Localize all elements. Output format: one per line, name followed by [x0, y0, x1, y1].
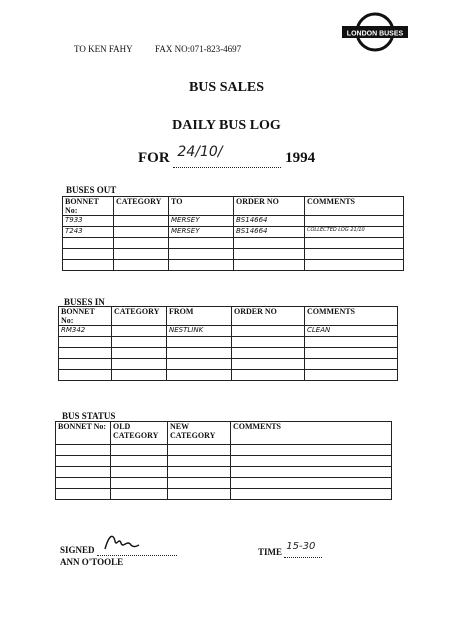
table-row [63, 249, 404, 260]
date-year: 1994 [285, 150, 316, 166]
table-cell [114, 216, 169, 227]
date-handwritten: 24/10/ [177, 144, 223, 160]
table-row [59, 359, 398, 370]
table-row [56, 456, 392, 467]
bus-status-table [55, 421, 392, 500]
table-cell: NESTLINK [167, 326, 232, 337]
signed-text: SIGNED [60, 545, 95, 555]
table-row [59, 337, 398, 348]
table-row [63, 227, 404, 238]
table-cell [305, 216, 404, 227]
table-row [56, 467, 392, 478]
table-cell [112, 326, 167, 337]
london-buses-logo [340, 10, 410, 60]
buses-out-label: BUSES OUT [66, 185, 117, 195]
table-row [56, 489, 392, 500]
col-header: CATEGORY [114, 197, 169, 216]
table-cell: RM342 [59, 326, 112, 337]
buses-in-table [58, 306, 398, 381]
col-header: BONNET No: [59, 307, 112, 326]
date-line [138, 144, 316, 168]
table-row [63, 216, 404, 227]
col-header: COMMENTS [231, 422, 392, 445]
signed-label [60, 545, 177, 556]
buses-out-table [62, 196, 404, 271]
bus-status-label: BUS STATUS [62, 411, 116, 421]
table-cell: MERSEY [169, 216, 234, 227]
table-cell: MERSEY [169, 227, 234, 238]
table-header-row [59, 307, 398, 326]
col-header: BONNET No: [63, 197, 114, 216]
table-cell: BS14664 [234, 216, 305, 227]
col-header: ORDER NO [234, 197, 305, 216]
header-fax: FAX NO:071-823-4697 [155, 44, 242, 54]
signature-mark [101, 531, 141, 553]
table-cell [232, 326, 305, 337]
signer-name: ANN O'TOOLE [60, 557, 124, 567]
table-header-row [56, 422, 392, 445]
time-field [258, 541, 322, 558]
table-row [56, 478, 392, 489]
table-cell: T933 [63, 216, 114, 227]
table-cell: BS14664 [234, 227, 305, 238]
col-header: OLD CATEGORY [111, 422, 168, 445]
page-subtitle: DAILY BUS LOG [172, 118, 281, 133]
table-cell: CLEAN [305, 326, 398, 337]
header-to: TO KEN FAHY [74, 44, 133, 54]
col-header: FROM [167, 307, 232, 326]
col-header: BONNET No: [56, 422, 111, 445]
col-header: CATEGORY [112, 307, 167, 326]
col-header: TO [169, 197, 234, 216]
time-value: 15-30 [286, 541, 316, 552]
buses-in-label: BUSES IN [64, 297, 105, 307]
col-header: ORDER NO [232, 307, 305, 326]
table-row [59, 370, 398, 381]
table-cell: COLLECTED LOG 21/10 [305, 227, 404, 238]
table-row [63, 238, 404, 249]
table-header-row [63, 197, 404, 216]
table-cell: T243 [63, 227, 114, 238]
col-header: COMMENTS [305, 197, 404, 216]
table-cell [114, 227, 169, 238]
col-header: NEW CATEGORY [168, 422, 231, 445]
table-row [59, 326, 398, 337]
table-row [63, 260, 404, 271]
logo-text: LONDON BUSES [346, 30, 404, 38]
col-header: COMMENTS [305, 307, 398, 326]
date-prefix: FOR [138, 150, 170, 166]
time-label: TIME [258, 547, 283, 557]
page-title: BUS SALES [188, 80, 265, 95]
table-row [59, 348, 398, 359]
table-row [56, 445, 392, 456]
